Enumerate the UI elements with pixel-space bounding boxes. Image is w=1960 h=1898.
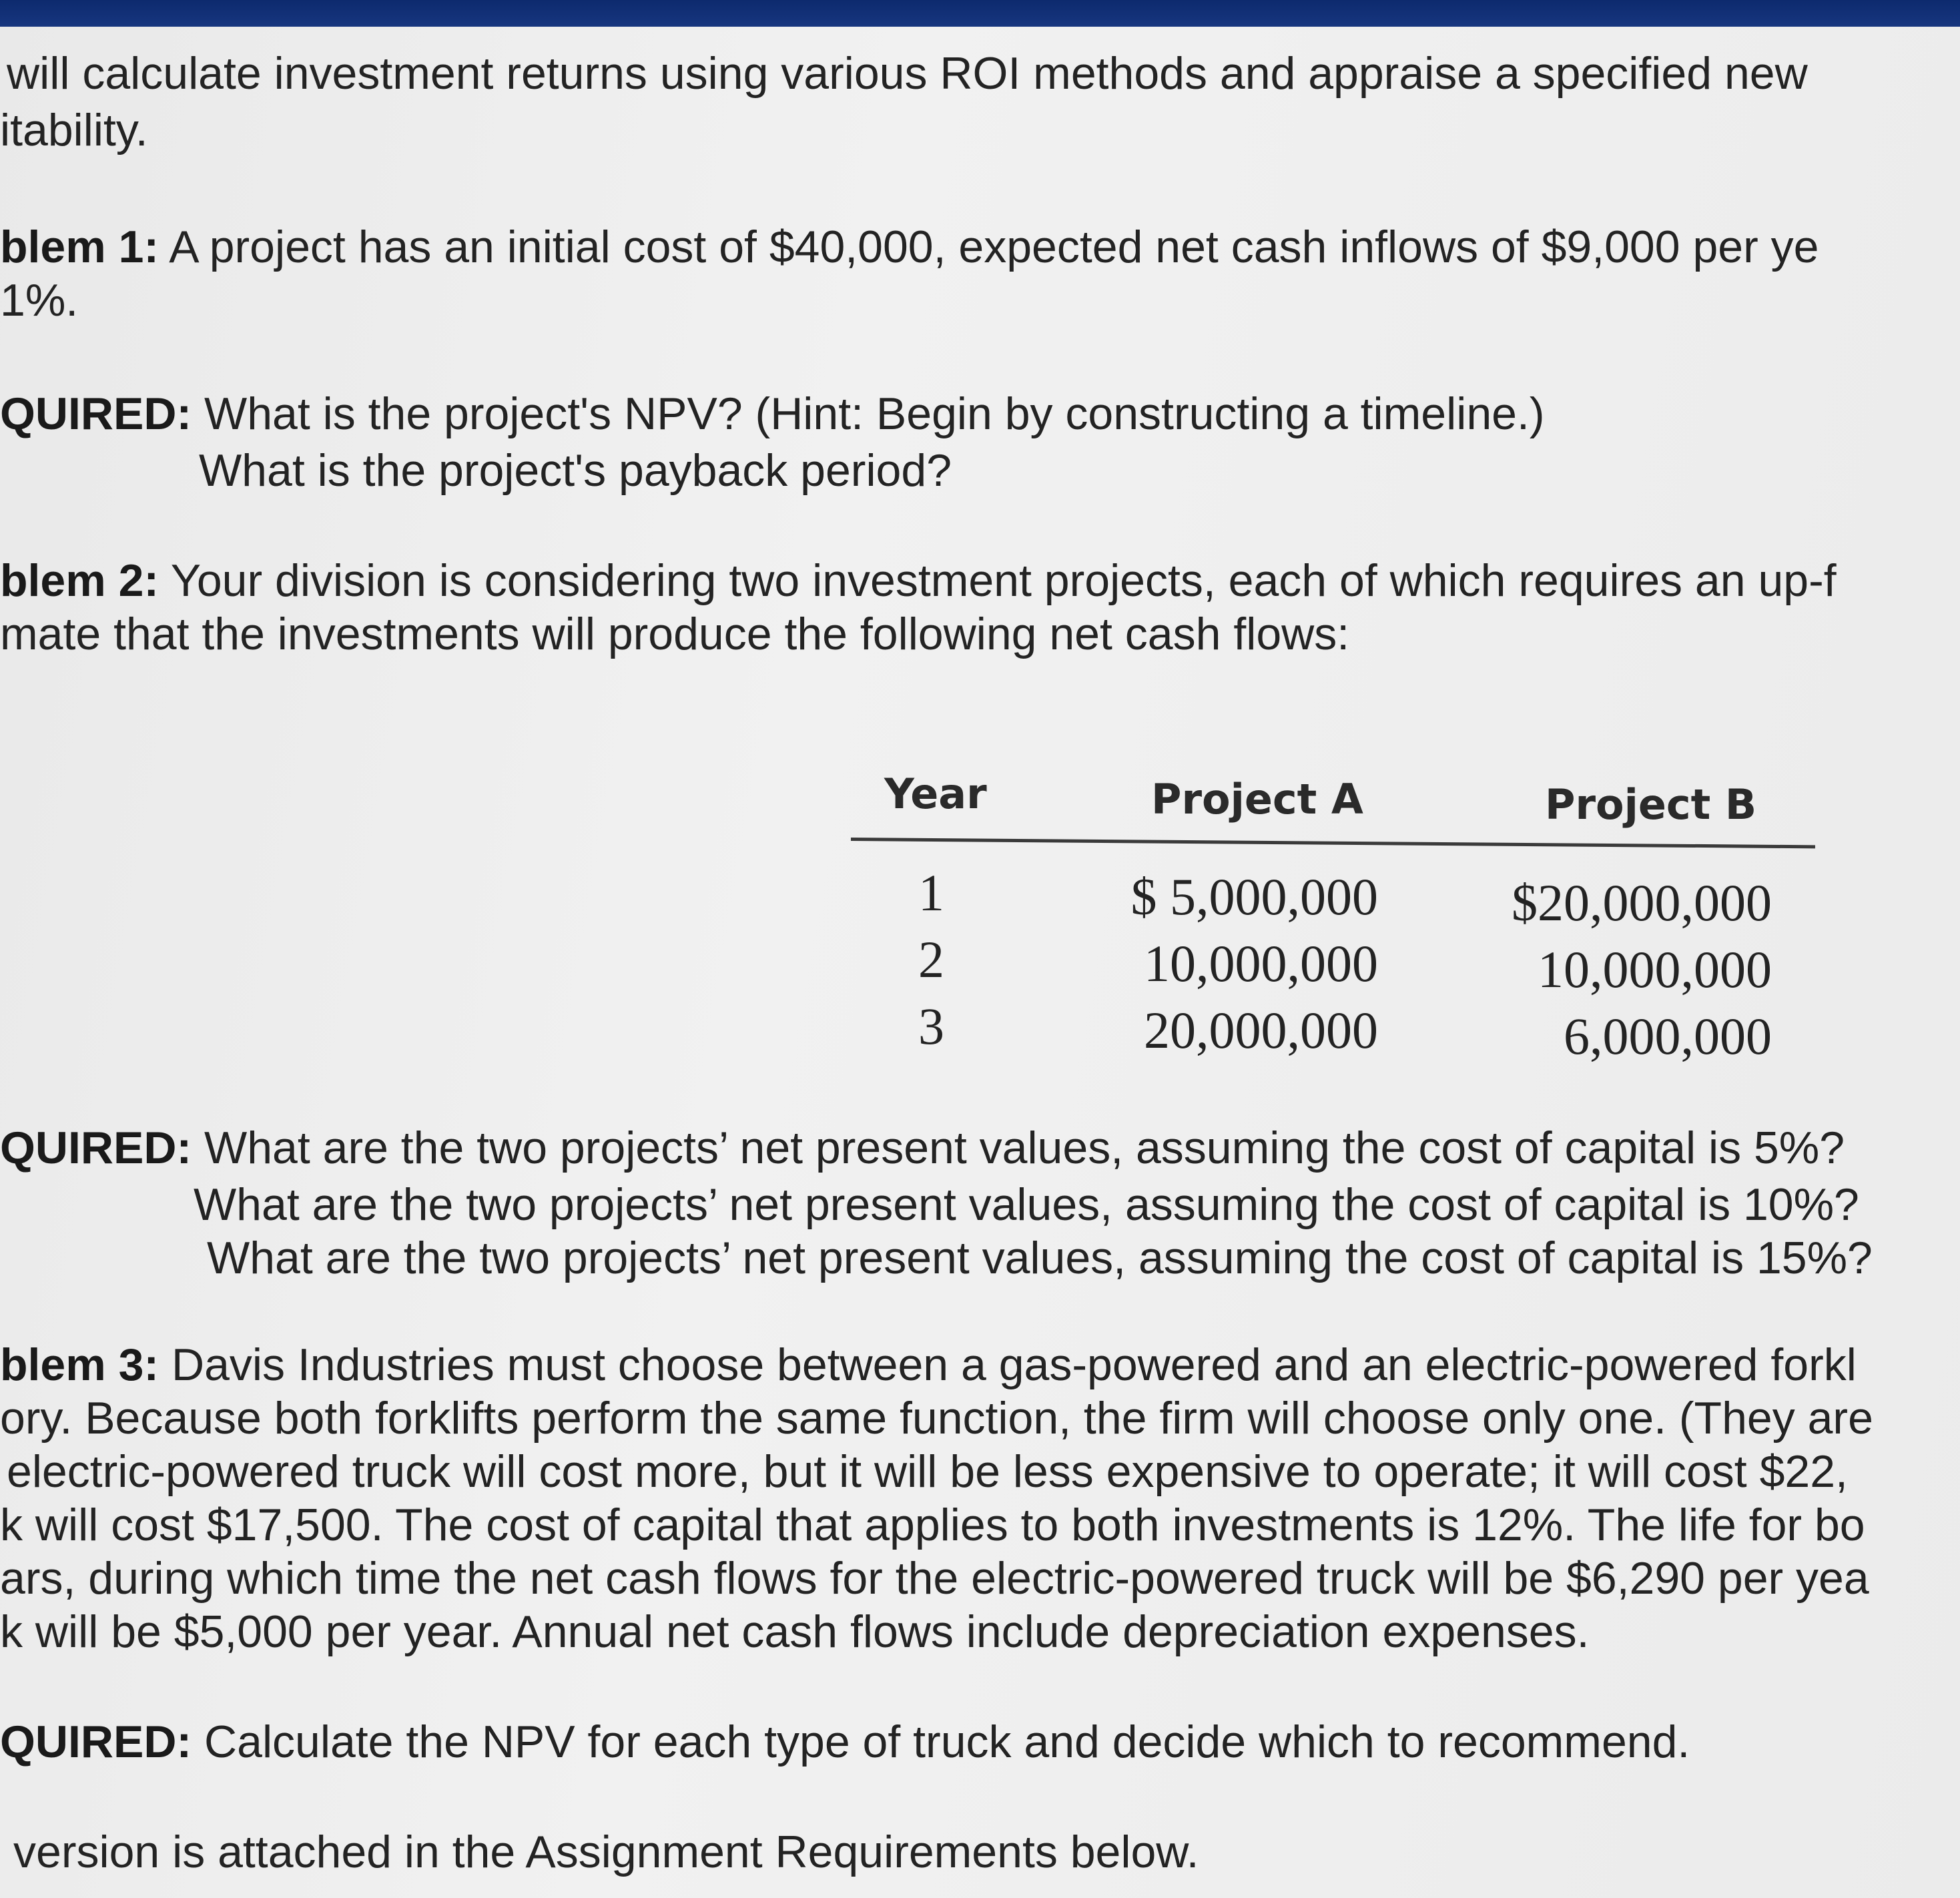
document-page: [0, 27, 1960, 1898]
required-3-label: QUIRED:: [0, 1716, 192, 1767]
required-2-question-2: What are the two projects’ net present values, assuming the cost of capital is 10%?: [194, 1179, 1859, 1230]
problem-2-text: Your division is considering two investment projects, each of which requires an up-f: [170, 555, 1837, 606]
problem-1-text: A project has an initial cost of $40,000, expected net cash inflows of $9,000 per ye: [169, 222, 1819, 272]
table-row-1-year: 1: [918, 864, 944, 922]
problem-3-line-5: ars, during which time the net cash flows for the electric-powered truck will be $6,290 per yea: [0, 1553, 1869, 1604]
header-project-a: Project A: [1151, 775, 1363, 824]
problem-1-label: blem 1:: [0, 222, 159, 272]
problem-3-line-1: [0, 1338, 1857, 1391]
problem-2-line-2: mate that the investments will produce the following net cash flows:: [0, 609, 1350, 659]
problem-3-line-2: ory. Because both forklifts perform the same function, the firm will choose only one. (They are: [0, 1393, 1873, 1444]
problem-3-line-3: electric-powered truck will cost more, but it will be less expensive to operate; it will cost $22,: [7, 1446, 1848, 1497]
problem-3-text: Davis Industries must choose between a gas-powered and an electric-powered forkl: [171, 1339, 1857, 1390]
problem-2-line-1: [0, 554, 1837, 607]
intro-line-2: itability.: [0, 105, 148, 155]
table-row-3-project-b: 6,000,000: [1564, 1007, 1772, 1065]
table-row-2-year: 2: [918, 930, 944, 988]
required-1-question-1: What is the project's NPV? (Hint: Begin by constructing a timeline.): [204, 388, 1545, 439]
footer-note: version is attached in the Assignment Requirements below.: [13, 1827, 1199, 1877]
window-top-bar: [0, 0, 1960, 27]
required-2-label: QUIRED:: [0, 1123, 192, 1173]
header-project-b: Project B: [1545, 780, 1757, 829]
required-1-line-1: [0, 387, 1545, 440]
required-1-question-2: What is the project's payback period?: [199, 445, 952, 496]
table-header-rule: [851, 838, 1815, 848]
problem-1-line-1: [0, 220, 1819, 274]
table-row-2-project-b: 10,000,000: [1538, 940, 1772, 998]
problem-2-label: blem 2:: [0, 555, 159, 606]
problem-3-line-4: k will cost $17,500. The cost of capital that applies to both investments is 12%. The life for bo: [0, 1500, 1865, 1550]
table-row-3-project-a: 20,000,000: [1144, 1001, 1378, 1059]
table-row-3-year: 3: [918, 997, 944, 1055]
problem-3-label: blem 3:: [0, 1339, 159, 1390]
header-year: Year: [884, 769, 987, 818]
required-1-label: QUIRED:: [0, 388, 192, 439]
problem-1-line-2: 1%.: [0, 275, 79, 326]
required-3-question-1: Calculate the NPV for each type of truck and decide which to recommend.: [204, 1716, 1690, 1767]
required-2-question-1: What are the two projects’ net present values, assuming the cost of capital is 5%?: [204, 1123, 1845, 1173]
required-3-line-1: [0, 1715, 1690, 1769]
problem-3-line-6: k will be $5,000 per year. Annual net cash flows include depreciation expenses.: [0, 1606, 1590, 1657]
table-row-1-project-a: $ 5,000,000: [1130, 868, 1378, 926]
required-2-line-1: [0, 1121, 1845, 1175]
required-2-question-3: What are the two projects’ net present values, assuming the cost of capital is 15%?: [207, 1233, 1873, 1283]
table-row-1-project-b: $20,000,000: [1512, 874, 1772, 932]
table-row-2-project-a: 10,000,000: [1144, 934, 1378, 992]
intro-line-1: will calculate investment returns using various ROI methods and appraise a specified new: [7, 48, 1808, 99]
